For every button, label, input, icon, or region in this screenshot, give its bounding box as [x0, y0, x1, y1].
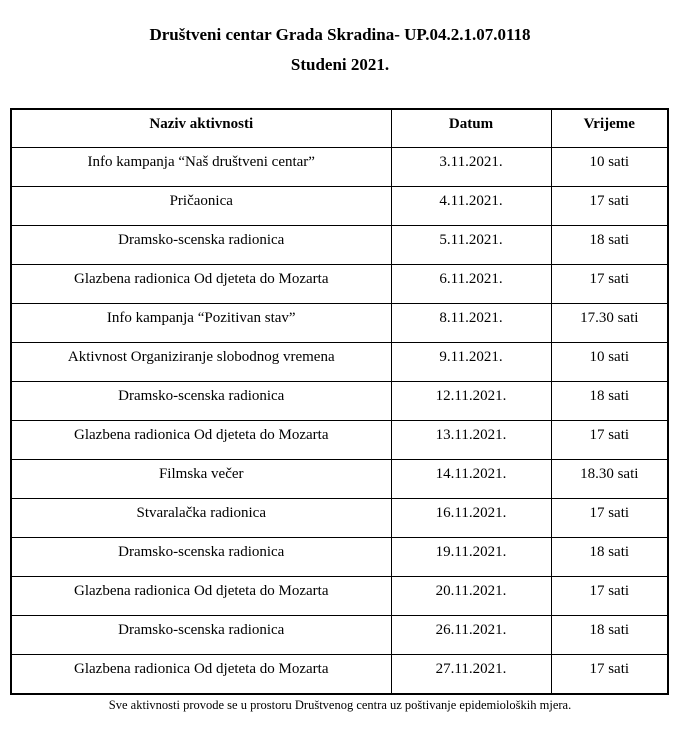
header-activity: Naziv aktivnosti: [11, 109, 391, 148]
table-row: [11, 616, 668, 655]
table-row: [11, 577, 668, 616]
activity-cell: Aktivnost Organiziranje slobodnog vremena: [11, 343, 391, 382]
date-cell: 13.11.2021.: [391, 421, 551, 460]
date-cell: 27.11.2021.: [391, 655, 551, 695]
time-cell: 10 sati: [551, 148, 668, 187]
date-cell: 6.11.2021.: [391, 265, 551, 304]
time-cell: 18 sati: [551, 226, 668, 265]
activity-cell: Glazbena radionica Od djeteta do Mozarta: [11, 265, 391, 304]
table-row: [11, 655, 668, 695]
time-cell: 10 sati: [551, 343, 668, 382]
header-time: Vrijeme: [551, 109, 668, 148]
time-cell: 17 sati: [551, 265, 668, 304]
table-row: [11, 538, 668, 577]
activity-cell: Glazbena radionica Od djeteta do Mozarta: [11, 655, 391, 695]
time-cell: 18 sati: [551, 382, 668, 421]
time-cell: 17 sati: [551, 655, 668, 695]
table-row: [11, 499, 668, 538]
activity-cell: Info kampanja “Pozitivan stav”: [11, 304, 391, 343]
time-cell: 17 sati: [551, 577, 668, 616]
activity-cell: Stvaralačka radionica: [11, 499, 391, 538]
table-row: [11, 148, 668, 187]
date-cell: 20.11.2021.: [391, 577, 551, 616]
time-cell: 18 sati: [551, 538, 668, 577]
time-cell: 18.30 sati: [551, 460, 668, 499]
table-row: [11, 187, 668, 226]
date-cell: 9.11.2021.: [391, 343, 551, 382]
table-row: [11, 460, 668, 499]
date-cell: 3.11.2021.: [391, 148, 551, 187]
date-cell: 12.11.2021.: [391, 382, 551, 421]
date-cell: 4.11.2021.: [391, 187, 551, 226]
activity-cell: Filmska večer: [11, 460, 391, 499]
time-cell: 17 sati: [551, 187, 668, 226]
table-row: [11, 265, 668, 304]
date-cell: 8.11.2021.: [391, 304, 551, 343]
date-cell: 14.11.2021.: [391, 460, 551, 499]
activity-cell: Glazbena radionica Od djeteta do Mozarta: [11, 577, 391, 616]
table-header-row: [11, 109, 668, 148]
table-row: [11, 343, 668, 382]
document-title-line1: Društveni centar Grada Skradina- UP.04.2.1.07.0118: [149, 25, 531, 44]
date-cell: 5.11.2021.: [391, 226, 551, 265]
activity-cell: Info kampanja “Naš društveni centar”: [11, 148, 391, 187]
time-cell: 18 sati: [551, 616, 668, 655]
table-row: [11, 382, 668, 421]
date-cell: 26.11.2021.: [391, 616, 551, 655]
table-row: [11, 421, 668, 460]
footer-note: Sve aktivnosti provode se u prostoru Društvenog centra uz poštivanje epidemioloških mjera.: [108, 698, 572, 712]
table-row: [11, 226, 668, 265]
activity-cell: Pričaonica: [11, 187, 391, 226]
time-cell: 17 sati: [551, 499, 668, 538]
activity-cell: Dramsko-scenska radionica: [11, 226, 391, 265]
table-row: [11, 304, 668, 343]
time-cell: 17 sati: [551, 421, 668, 460]
document-title: [0, 20, 680, 80]
activity-cell: Dramsko-scenska radionica: [11, 616, 391, 655]
activity-cell: Glazbena radionica Od djeteta do Mozarta: [11, 421, 391, 460]
date-cell: 16.11.2021.: [391, 499, 551, 538]
header-date: Datum: [391, 109, 551, 148]
date-cell: 19.11.2021.: [391, 538, 551, 577]
activity-cell: Dramsko-scenska radionica: [11, 382, 391, 421]
document-title-line2: Studeni 2021.: [290, 55, 390, 74]
time-cell: 17.30 sati: [551, 304, 668, 343]
activity-schedule-table: [10, 108, 669, 695]
activity-cell: Dramsko-scenska radionica: [11, 538, 391, 577]
